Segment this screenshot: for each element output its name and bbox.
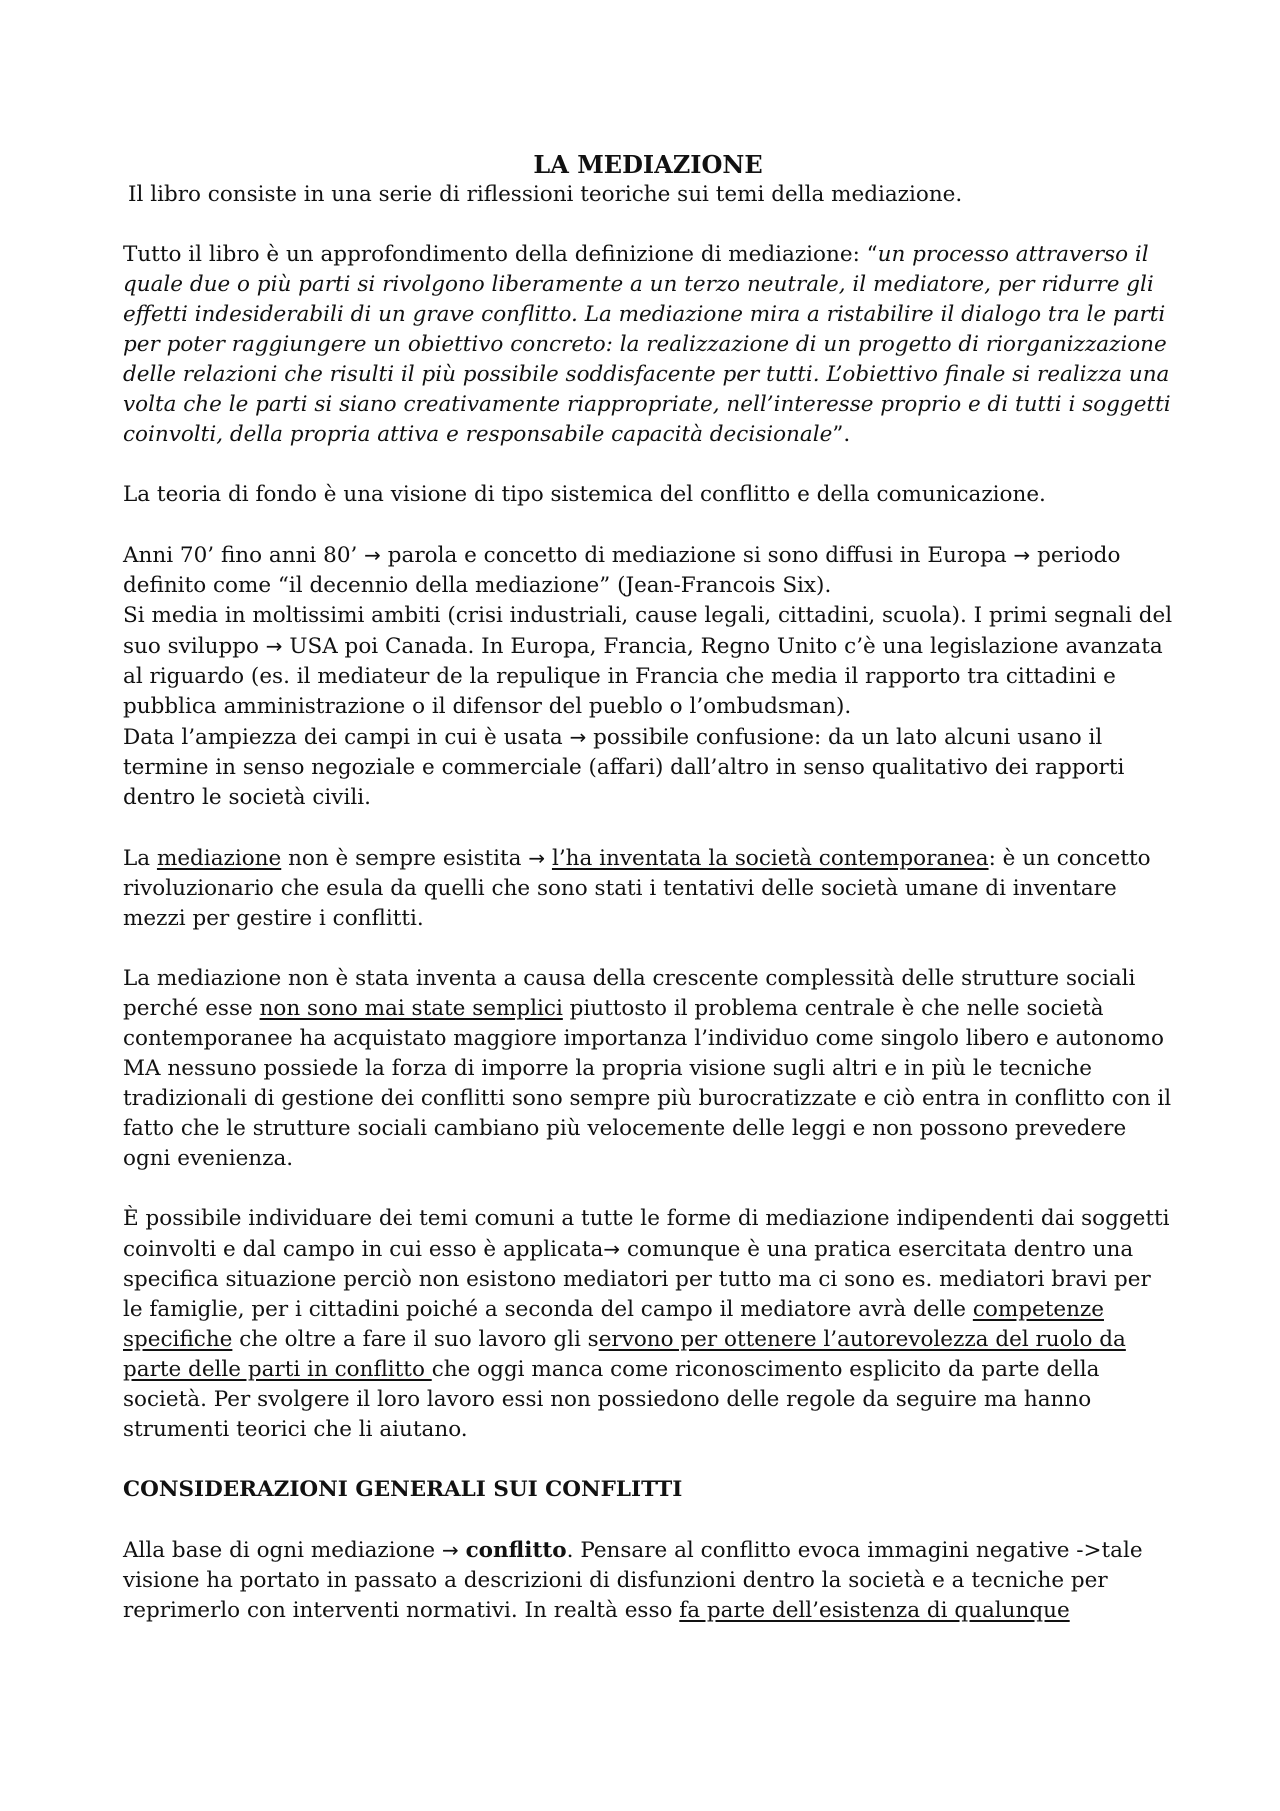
history-text: parola e concetto di mediazione si sono diffusi in Europa xyxy=(380,543,1014,568)
history-text: Data l’ampiezza dei campi in cui è usata xyxy=(123,725,570,750)
themes-paragraph xyxy=(123,1204,1173,1445)
arrow-right-icon: → xyxy=(603,1237,621,1261)
conflict-paragraph xyxy=(123,1535,1173,1626)
history-text: Si media in moltissimi ambiti (crisi industriali, cause legali, cittadini, scuola). I primi segnali del suo sviluppo xyxy=(123,603,1173,659)
arrow-right-icon: → xyxy=(569,725,587,749)
definition-tail: ”. xyxy=(832,422,851,447)
history-paragraph xyxy=(123,540,1173,813)
arrow-right-icon: → xyxy=(1013,543,1031,567)
arrow-right-icon: → xyxy=(265,634,283,658)
definition-paragraph xyxy=(123,240,1173,450)
themes-text: che oggi manca come riconoscimento esplicito da parte della società. Per svolgere il loro lavoro essi non possiedono delle regole da seguire ma hanno strumenti teorici che li aiutano. xyxy=(123,1357,1100,1442)
history-text: possibile confusione: da un lato alcuni usano il termine in senso negoziale e commerciale (affari) dall’altro in senso qualitativo dei rapporti dentro le società civili. xyxy=(123,725,1125,810)
invented-text: non è sempre esistita xyxy=(281,846,529,871)
complexity-text: piuttosto il problema centrale è che nelle società contemporanee ha acquistato maggiore importanza l’individuo come singolo libero e autonomo MA nessuno possiede la forza di imporre la propria visione sugli altri e in più le tecniche tradizionali di gestione dei conflitti sono sempre più burocratizzate e ciò entra in conflitto con il fatto che le strutture sociali cambiano più velocemente delle leggi e non possono prevedere ogni evenienza. xyxy=(123,996,1172,1171)
bold-text: conflitto xyxy=(465,1538,567,1563)
invented-text: : è un concetto rivoluzionario che esula da quelli che sono stati i tentativi delle società umane di inventare mezzi per gestire i conflitti. xyxy=(123,846,1151,931)
arrow-right-icon: → xyxy=(441,1538,459,1562)
complexity-text: La mediazione non è stata inventa a causa della crescente complessità delle strutture sociali perché esse xyxy=(123,966,1136,1021)
invented-text: La xyxy=(123,846,157,871)
themes-text: comunque è una pratica esercitata dentro una specifica situazione perciò non esistono mediatori per tutto ma ci sono es. mediatori bravi per le famiglie, per i cittadini poiché a seconda del campo il mediatore avrà delle xyxy=(123,1237,1151,1322)
document-title: LA MEDIAZIONE xyxy=(533,150,763,179)
complexity-paragraph xyxy=(123,964,1173,1174)
invented-paragraph xyxy=(123,843,1173,934)
intro-paragraph: Il libro consiste in una serie di riflessioni teoriche sui temi della mediazione. xyxy=(128,182,963,207)
underlined-text: l’ha inventata la società contemporanea xyxy=(551,846,989,871)
document-page xyxy=(123,150,1173,1626)
themes-text: che oltre a fare il suo lavoro gli s xyxy=(232,1327,599,1352)
history-text: periodo definito come “il decennio della mediazione” (Jean-Francois Six). xyxy=(123,543,1121,598)
underlined-text: fa parte dell’esistenza di qualunque xyxy=(679,1598,1070,1623)
theory-paragraph: La teoria di fondo è una visione di tipo sistemica del conflitto e della comunicazione. xyxy=(123,482,1046,507)
definition-quote: un processo attraverso il quale due o più parti si rivolgono liberamente a un terzo neutrale, il mediatore, per ridurre gli effetti indesiderabili di un grave conflitto. La mediazione mira a ristabilire il dialogo tra le parti per poter raggiungere un obiettivo concreto: la realizzazione di un progetto di riorganizzazione delle relazioni che risulti il più possibile soddisfacente per tutti. L’obiettivo finale si realizza una volta che le parti si siano creativamente riappropriate, nell’interesse proprio e di tutti i soggetti coinvolti, della propria attiva e responsabile capacità decisionale xyxy=(123,242,1171,447)
underlined-text: mediazione xyxy=(156,846,282,871)
underlined-text: non sono mai state semplici xyxy=(259,996,563,1021)
history-text: USA poi Canada. In Europa, Francia, Regno Unito c’è una legislazione avanzata al riguardo (es. il mediateur de la repulique in Francia che media il rapporto tra cittadini e pubblica amministrazione o il difensor del pueblo o l’ombudsman). xyxy=(123,634,1163,719)
arrow-right-icon: → xyxy=(364,543,381,567)
themes-text: È possibile individuare dei temi comuni a tutte le forme di mediazione indipendenti dai soggetti coinvolti e dal campo in cui esso è applicata xyxy=(123,1206,1170,1262)
conflict-text: Alla base di ogni mediazione xyxy=(123,1538,442,1563)
definition-lead: Tutto il libro è un approfondimento della definizione di mediazione: “ xyxy=(123,242,878,267)
history-text: Anni 70’ fino anni 80’ xyxy=(123,543,365,568)
underlined-text: competenze specifiche xyxy=(123,1297,1104,1352)
arrow-right-icon: → xyxy=(528,846,546,870)
underlined-text: ervono per ottenere l’autorevolezza del ruolo da parte delle parti in conflitto xyxy=(123,1327,1126,1382)
conflict-text: . Pensare al conflitto evoca immagini negative ->tale visione ha portato in passato a descrizioni di disfunzioni dentro la società e a tecniche per reprimerlo con interventi normativi. In realtà esso xyxy=(123,1538,1143,1623)
section-heading: CONSIDERAZIONI GENERALI SUI CONFLITTI xyxy=(123,1477,683,1502)
